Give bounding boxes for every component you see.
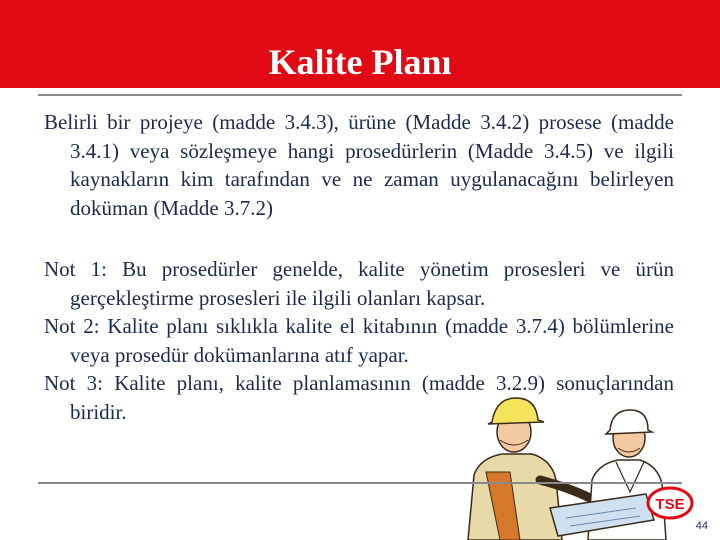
note-2	[44, 312, 674, 369]
note-1-label: Not 1:	[44, 257, 107, 281]
logo-text: TSE	[655, 496, 685, 513]
note-3-text: Kalite planı, kalite planlamasının (madde 3.2.9) sonuçlarından biridir.	[70, 371, 674, 424]
tse-logo-icon	[646, 486, 694, 520]
note-2-label: Not 2:	[44, 314, 100, 338]
page-number: 44	[695, 520, 708, 532]
workers-clipart	[440, 380, 680, 540]
slide-title: Kalite Planı	[268, 42, 452, 82]
note-1-text: Bu prosedürler genelde, kalite yönetim prosesleri ve ürün gerçekleştirme prosesleri ile ilgili olanları kapsar.	[70, 257, 674, 310]
top-divider	[38, 94, 682, 96]
note-2-text: Kalite planı sıklıkla kalite el kitabının (madde 3.7.4) bölümlerine veya prosedür dokümanlarına atıf yapar.	[70, 314, 675, 367]
slide-body	[44, 108, 674, 426]
definition-paragraph: Belirli bir projeye (madde 3.4.3), ürüne (Madde 3.4.2) prosese (madde 3.4.1) veya sözleşmeye hangi prosedürlerin (Madde 3.4.5) ve ilgili kaynakların kim tarafından ve ne zaman uygulanacağını belirleyen doküman (Madde 3.7.2)	[44, 110, 674, 220]
note-3-label: Not 3:	[44, 371, 104, 395]
note-1	[44, 255, 674, 312]
bottom-divider	[38, 482, 682, 484]
